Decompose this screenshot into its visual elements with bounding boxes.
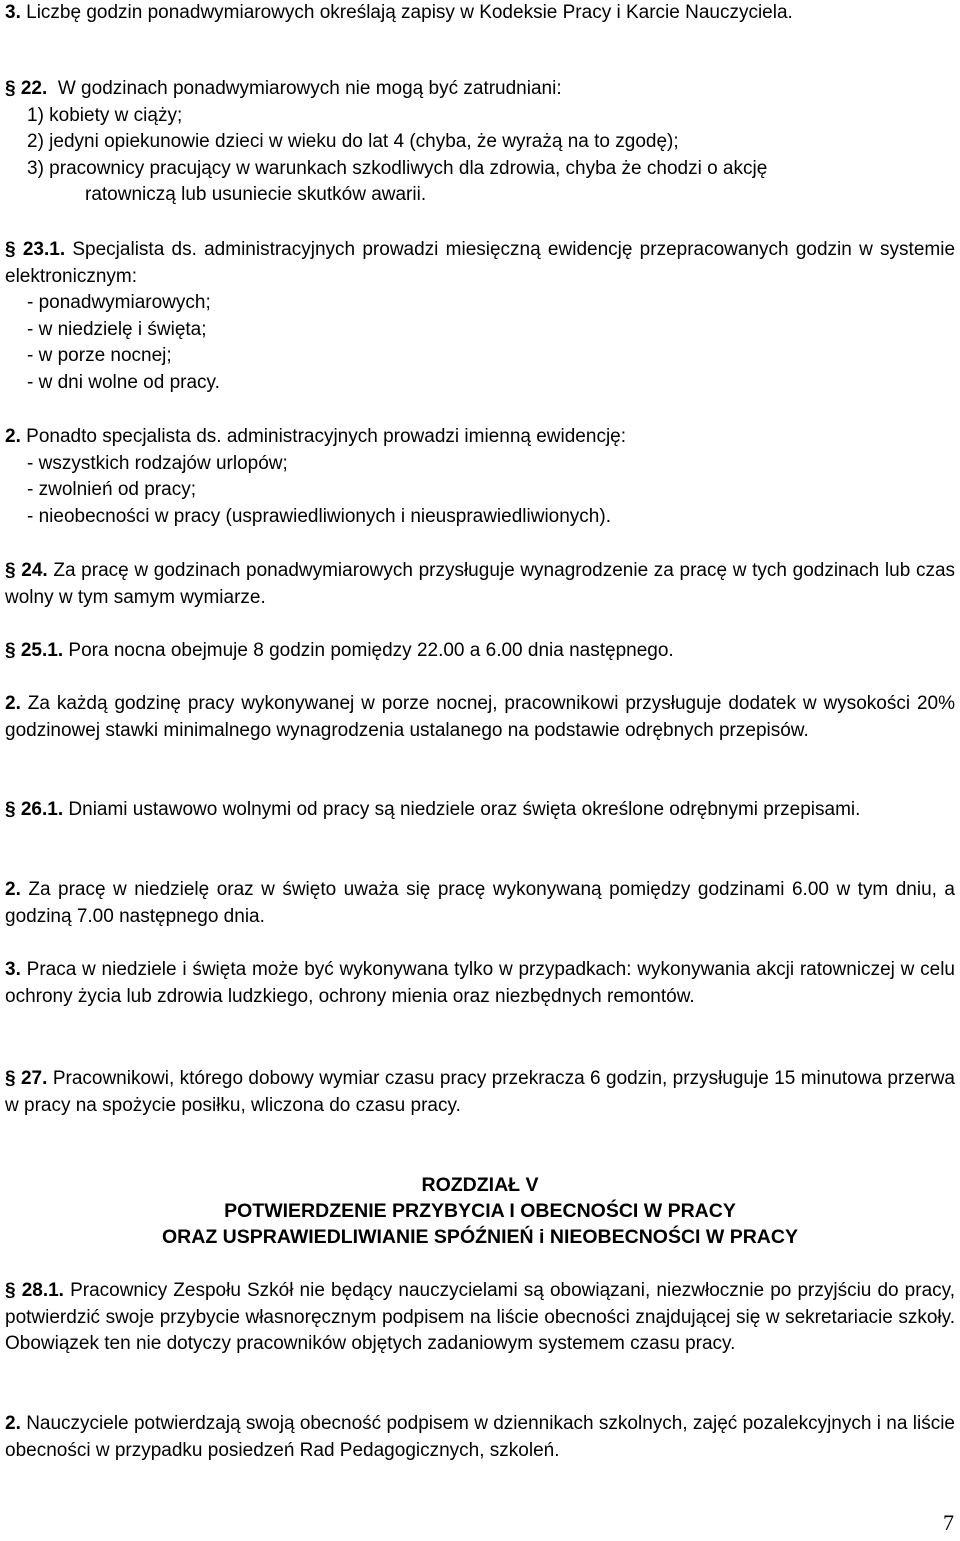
section-text: Za pracę w godzinach ponadwymiarowych przysługuje wynagrodzenie za pracę w tych godzinach lub czas wolny w tym samym wymiarze. xyxy=(5,560,956,608)
section-text: Specjalista ds. administracyjnych prowadzi miesięczną ewidencję przepracowanych godzin w systemie elektronicznym: xyxy=(5,239,956,287)
section-text: Dniami ustawowo wolnymi od pracy są niedziele oraz święta określone odrębnymi przepisami. xyxy=(68,799,861,820)
section-mark: § xyxy=(5,1068,16,1089)
section-23-2 xyxy=(5,424,955,530)
chapter-heading-line-2: POTWIERDZENIE PRZYBYCIA I OBECNOŚCI W PRACY xyxy=(224,1200,736,1222)
section-text: Pracownicy Zespołu Szkół nie będący nauczycielami są obowiązani, niezwłocznie po przyjściu do pracy, potwierdzić swoje przybycie własnoręcznym podpisem na liście obecności znajdującej się w sekretariacie szkoły. Obowiązek ten nie dotyczy pracowników objętych zadaniowym systemem czasu pracy. xyxy=(5,1280,956,1354)
list-item: - w porze nocnej; xyxy=(27,345,172,366)
list-item-continuation: ratowniczą lub usuniecie skutków awarii. xyxy=(85,184,427,205)
list-item: - ponadwymiarowych; xyxy=(27,292,211,313)
paragraph-number: 2. xyxy=(5,693,21,714)
section-24 xyxy=(5,558,955,611)
chapter-heading-line-3: ORAZ USPRAWIEDLIWIANIE SPÓŹNIEŃ i NIEOBECNOŚCI W PRACY xyxy=(162,1226,798,1248)
list-item: - w dni wolne od pracy. xyxy=(27,371,220,393)
paragraph-number: 3. xyxy=(5,959,21,980)
section-22 xyxy=(5,76,955,209)
paragraph-text: Za pracę w niedzielę oraz w święto uważa się pracę wykonywaną pomiędzy godzinami 6.00 w tym dniu, a godziną 7.00 następnego dnia. xyxy=(5,879,955,927)
list-item: - nieobecności w pracy (usprawiedliwionych i nieusprawiedliwionych). xyxy=(27,505,611,527)
section-25-1 xyxy=(5,638,955,665)
section-26-1 xyxy=(5,797,955,824)
paragraph-number: 2. xyxy=(5,1413,21,1434)
section-number: 27. xyxy=(20,1068,48,1089)
paragraph-text: Liczbę godzin ponadwymiarowych określają zapisy w Kodeksie Pracy i Karcie Nauczyciela. xyxy=(26,2,793,23)
list-item: - w niedzielę i święta; xyxy=(27,318,207,340)
list-item: - wszystkich rodzajów urlopów; xyxy=(27,452,288,474)
section-mark: § xyxy=(5,799,16,820)
section-number: 28.1. xyxy=(21,1280,64,1301)
chapter-heading-line-1: ROZDZIAŁ V xyxy=(421,1174,539,1196)
section-28-1 xyxy=(5,1278,955,1358)
section-number: 22. xyxy=(20,78,48,99)
paragraph-text: Nauczyciele potwierdzają swoją obecność podpisem w dziennikach szkolnych, zajęć pozalekcyjnych i na liście obecności w przypadku posiedzeń Rad Pedagogicznych, szkoleń. xyxy=(5,1413,955,1461)
section-26-3 xyxy=(5,957,955,1010)
list-item: 2) jedyni opiekunowie dzieci w wieku do lat 4 (chyba, że wyrażą na to zgodę); xyxy=(27,131,679,152)
section-number: 24. xyxy=(21,560,48,581)
section-25-2 xyxy=(5,691,955,744)
section-mark: § xyxy=(5,239,16,260)
paragraph-number: 2. xyxy=(5,426,21,447)
list-item: 3) pracownicy pracujący w warunkach szkodliwych dla zdrowia, chyba że chodzi o akcję xyxy=(27,157,768,179)
list-item: - zwolnień od pracy; xyxy=(27,479,196,500)
section-text: Pora nocna obejmuje 8 godzin pomiędzy 22.00 a 6.00 dnia następnego. xyxy=(68,640,674,661)
list-item: 1) kobiety w ciąży; xyxy=(27,104,183,126)
paragraph-number: 2. xyxy=(5,879,21,900)
section-27 xyxy=(5,1066,955,1119)
section-mark: § xyxy=(5,1280,16,1301)
section-number: 26.1. xyxy=(20,799,64,820)
section-23-1 xyxy=(5,237,955,396)
page-number: 7 xyxy=(943,1510,954,1535)
section-28-2 xyxy=(5,1411,955,1464)
section-mark: § xyxy=(5,78,16,99)
section-intro: W godzinach ponadwymiarowych nie mogą być zatrudniani: xyxy=(57,78,562,99)
paragraph-number: 3. xyxy=(5,2,21,23)
paragraph-text: Za każdą godzinę pracy wykonywanej w porze nocnej, pracownikowi przysługuje dodatek w wysokości 20% godzinowej stawki minimalnego wynagrodzenia ustalanego na podstawie odrębnych przepisów. xyxy=(5,693,955,741)
section-text: Pracownikowi, którego dobowy wymiar czasu pracy przekracza 6 godzin, przysługuje 15 minutowa przerwa w pracy na spożycie posiłku, wliczona do czasu pracy. xyxy=(5,1068,956,1116)
section-number: 23.1. xyxy=(22,239,66,260)
section-mark: § xyxy=(5,560,16,581)
section-number: 25.1. xyxy=(20,640,64,661)
paragraph-3 xyxy=(5,0,955,27)
paragraph-text: Ponadto specjalista ds. administracyjnych prowadzi imienną ewidencję: xyxy=(26,426,627,447)
paragraph-text: Praca w niedziele i święta może być wykonywana tylko w przypadkach: wykonywania akcji ratowniczej w celu ochrony życia lub zdrowia ludzkiego, ochrony mienia oraz niezbędnych remontów. xyxy=(5,959,955,1007)
section-mark: § xyxy=(5,640,16,661)
section-26-2 xyxy=(5,877,955,930)
